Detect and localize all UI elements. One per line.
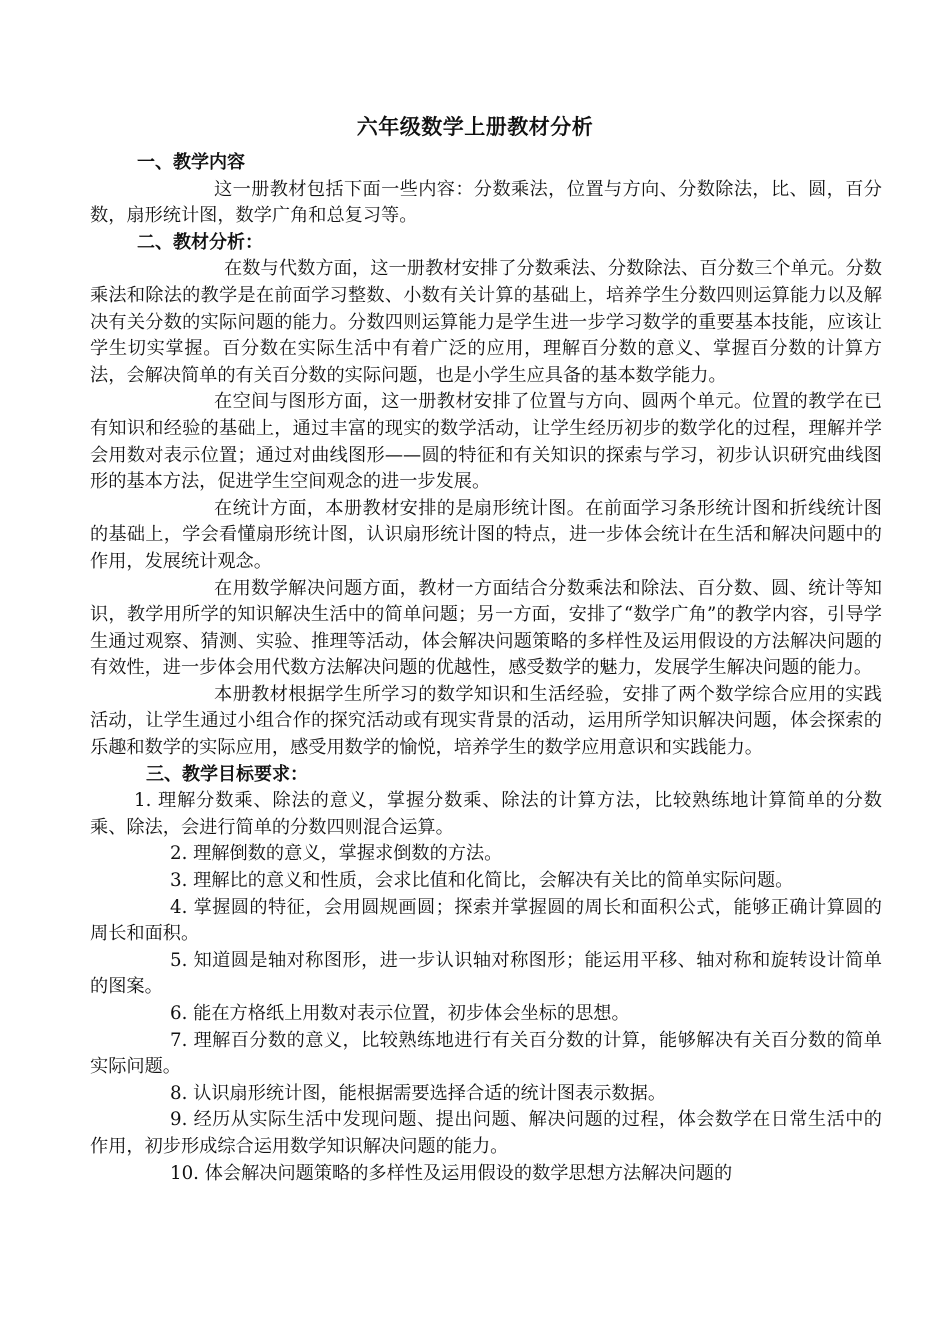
paragraph-teaching-content: 这一册教材包括下面一些内容：分数乘法，位置与方向、分数除法，比、圆，百分数，扇形统计图，数学广角和总复习等。 bbox=[90, 178, 882, 227]
goal-item-5: 5. 知道圆是轴对称图形，进一步认识轴对称图形；能运用平移、轴对称和旋转设计简单的图案。 bbox=[90, 949, 882, 998]
paragraph-space-geometry: 在空间与图形方面，这一册教材安排了位置与方向、圆两个单元。位置的教学在已有知识和经验的基础上，通过丰富的现实的数学活动，让学生经历初步的数学化的过程，理解并学会用数对表示位置；通过对曲线图形——圆的特征和有关知识的探索与学习，初步认识研究曲线图形的基本方法，促进学生空间观念的进一步发展。 bbox=[90, 391, 882, 493]
section-heading-teaching-goals: 三、教学目标要求： bbox=[146, 763, 308, 785]
paragraph-numbers-algebra: 在数与代数方面，这一册教材安排了分数乘法、分数除法、百分数三个单元。分数乘法和除法的教学是在前面学习整数、小数有关计算的基础上，培养学生分数四则运算能力以及解决有关分数的实际问题的能力。分数四则运算能力是学生进一步学习数学的重要基本技能，应该让学生切实掌握。百分数在实际生活中有着广泛的应用，理解百分数的意义、掌握百分数的计算方法，会解决简单的有关百分数的实际问题，也是小学生应具备的基本数学能力。 bbox=[90, 258, 882, 386]
goal-item-9: 9. 经历从实际生活中发现问题、提出问题、解决问题的过程，体会数学在日常生活中的作用，初步形成综合运用数学知识解决问题的能力。 bbox=[90, 1109, 882, 1157]
section-heading-teaching-content: 一、教学内容 bbox=[137, 152, 245, 173]
document-title: 六年级数学上册教材分析 bbox=[356, 115, 594, 139]
document-body bbox=[90, 150, 882, 1187]
goal-item-4: 4. 掌握圆的特征，会用圆规画圆；探索并掌握圆的周长和面积公式，能够正确计算圆的周长和面积。 bbox=[90, 896, 882, 945]
goal-item-10: 10. 体会解决问题策略的多样性及运用假设的数学思想方法解决问题的 bbox=[170, 1162, 733, 1184]
goal-item-2: 2. 理解倒数的意义，掌握求倒数的方法。 bbox=[170, 843, 503, 865]
goal-item-1: 1. 理解分数乘、除法的意义，掌握分数乘、除法的计算方法，比较熟练地计算简单的分数乘、除法，会进行简单的分数四则混合运算。 bbox=[90, 790, 882, 838]
goal-item-8: 8. 认识扇形统计图，能根据需要选择合适的统计图表示数据。 bbox=[170, 1082, 667, 1104]
section-heading-material-analysis: 二、教材分析： bbox=[137, 231, 263, 253]
paragraph-practice-activities: 本册教材根据学生所学习的数学知识和生活经验，安排了两个数学综合应用的实践活动，让学生通过小组合作的探究活动或有现实背景的活动，运用所学知识解决问题，体会探索的乐趣和数学的实际应用，感受用数学的愉悦，培养学生的数学应用意识和实践能力。 bbox=[90, 683, 882, 759]
paragraph-problem-solving: 在用数学解决问题方面，教材一方面结合分数乘法和除法、百分数、圆、统计等知识，教学用所学的知识解决生活中的简单问题；另一方面，安排了“数学广角”的教学内容，引导学生通过观察、猜测、实验、推理等活动，体会解决问题策略的多样性及运用假设的方法解决问题的有效性，进一步体会用代数方法解决问题的优越性，感受数学的魅力，发展学生解决问题的能力。 bbox=[90, 577, 882, 679]
goal-item-7: 7. 理解百分数的意义，比较熟练地进行有关百分数的计算，能够解决有关百分数的简单实际问题。 bbox=[90, 1029, 882, 1078]
goal-item-6: 6. 能在方格纸上用数对表示位置，初步体会坐标的思想。 bbox=[170, 1003, 630, 1024]
paragraph-statistics: 在统计方面，本册教材安排的是扇形统计图。在前面学习条形统计图和折线统计图的基础上，学会看懂扇形统计图，认识扇形统计图的特点，进一步体会统计在生活和解决问题中的作用，发展统计观念。 bbox=[90, 497, 882, 572]
goal-item-3: 3. 理解比的意义和性质，会求比值和化简比，会解决有关比的简单实际问题。 bbox=[170, 870, 794, 892]
